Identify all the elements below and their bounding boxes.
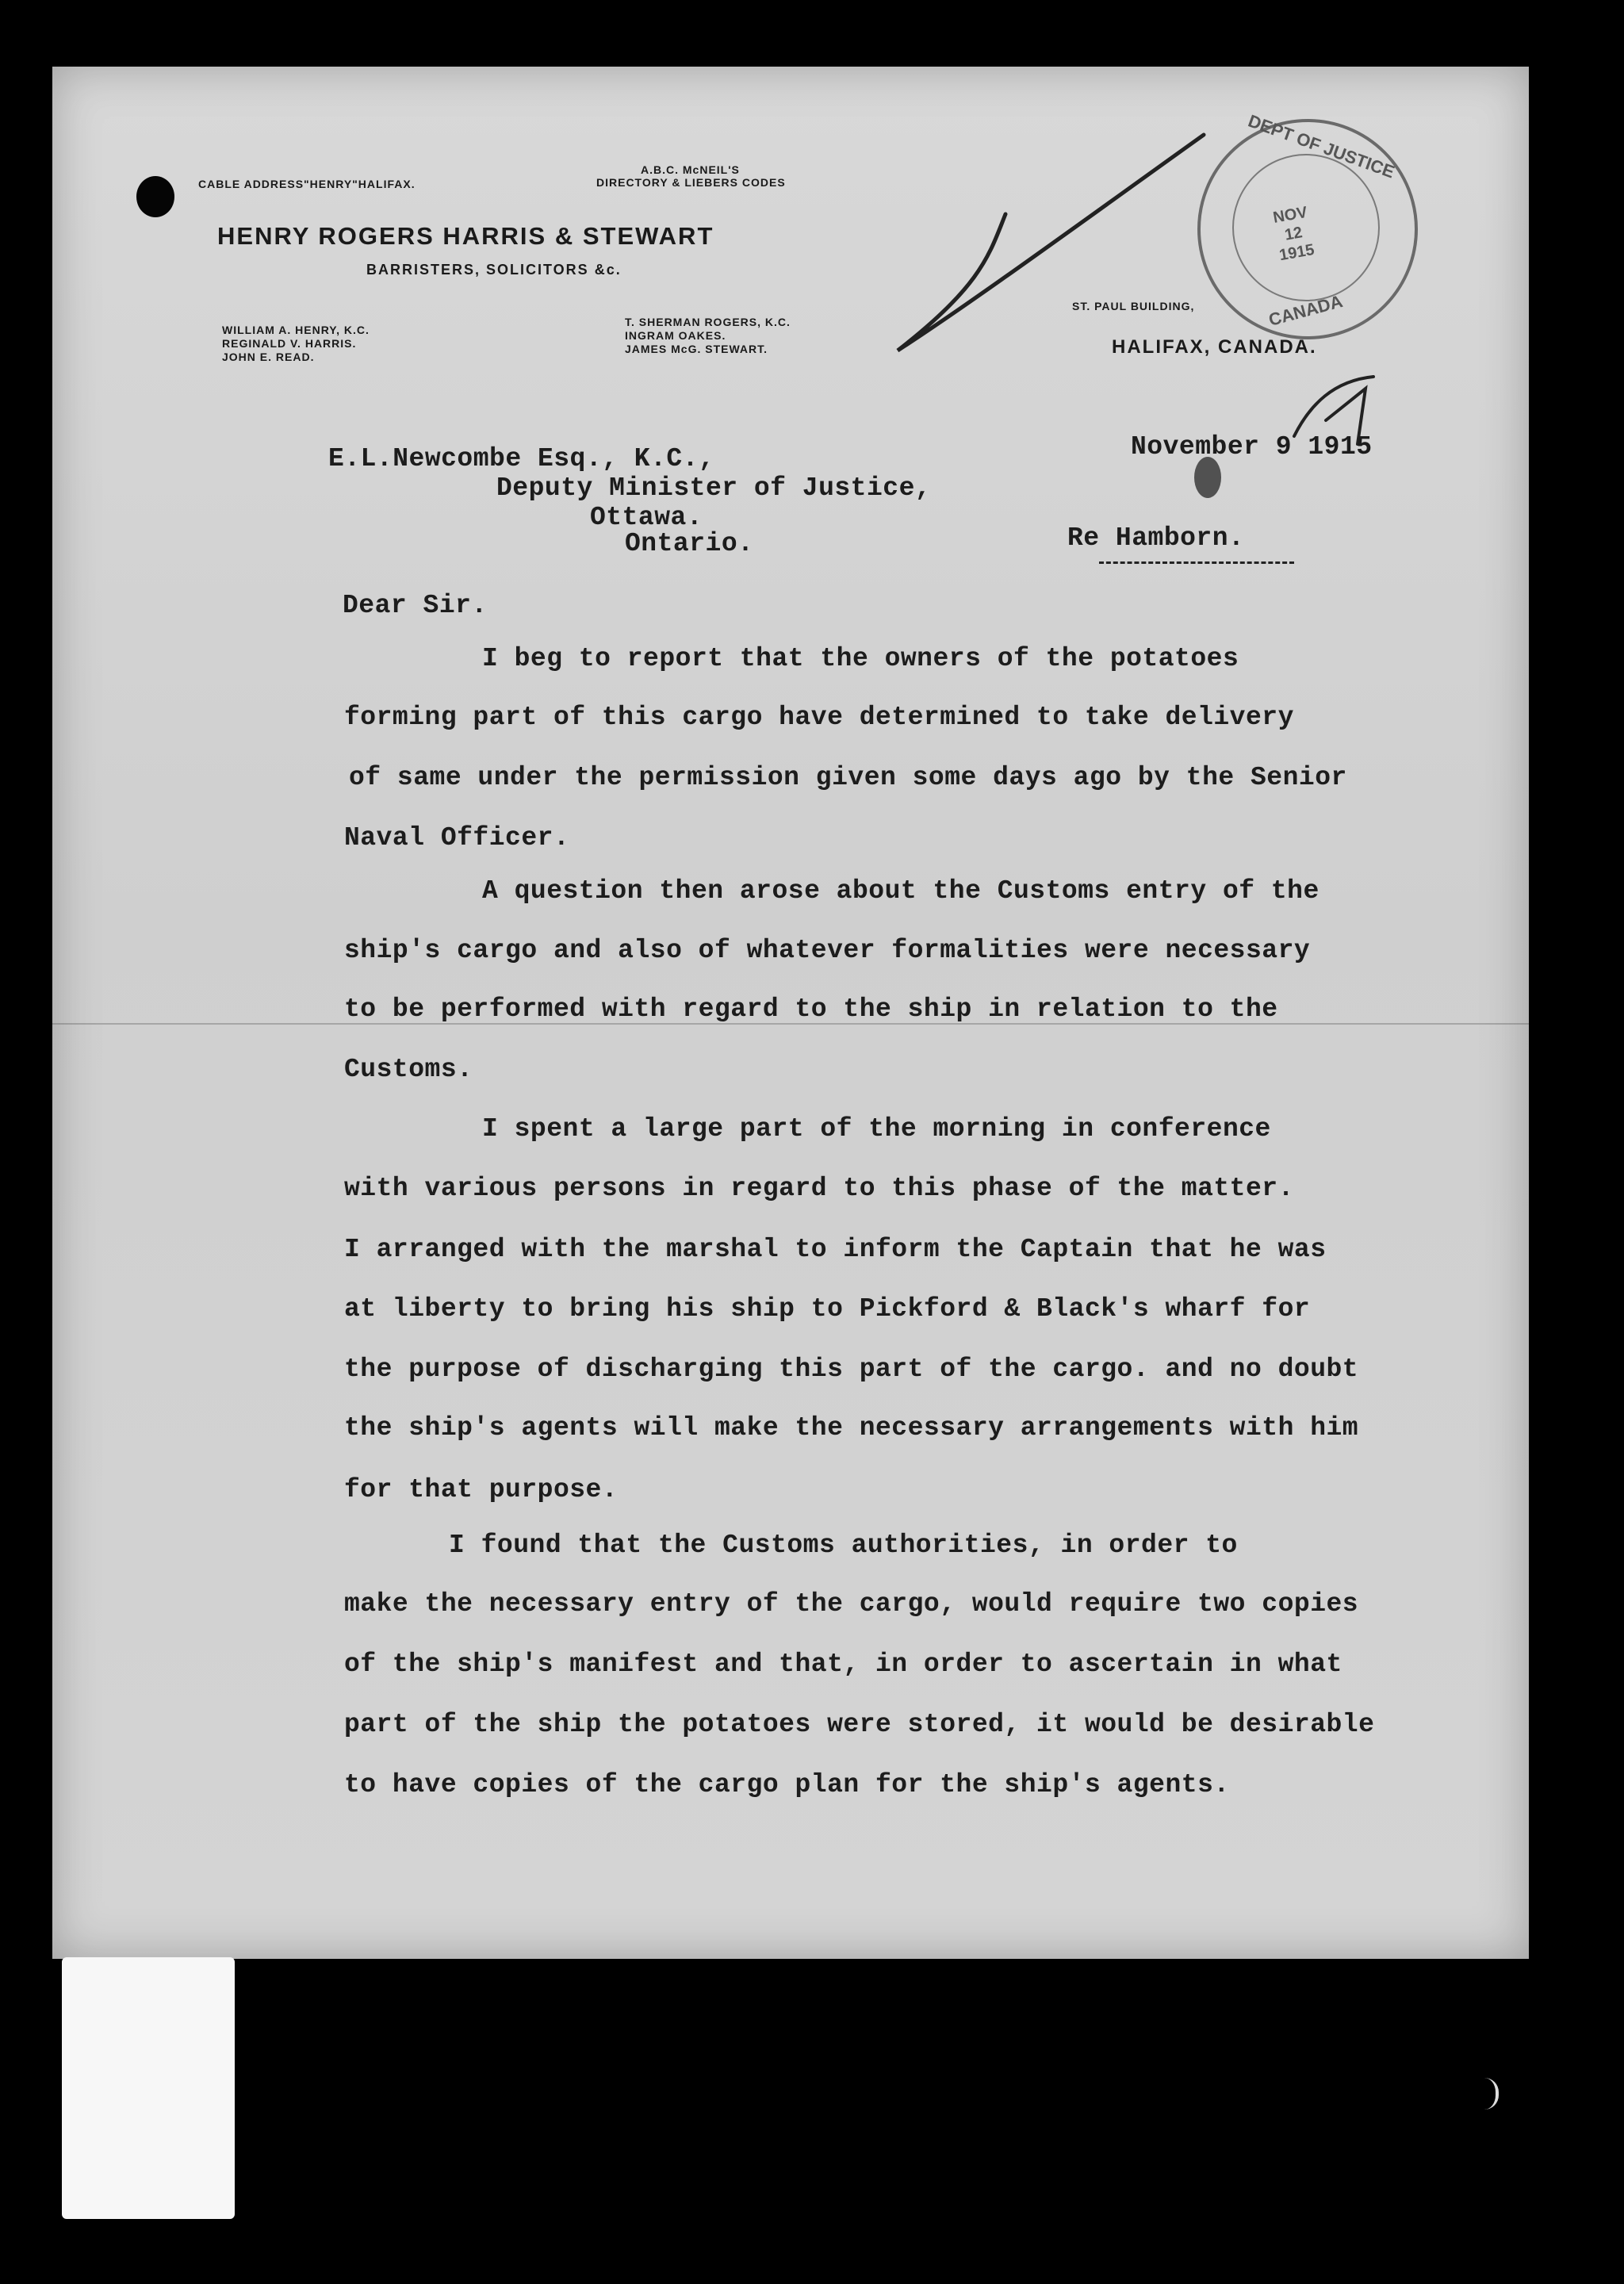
body-line: Naval Officer. — [344, 823, 570, 853]
body-line: the purpose of discharging this part of the cargo. and no doubt — [344, 1355, 1359, 1384]
partner-name: JOHN E. READ. — [222, 351, 315, 363]
firm-subtitle: BARRISTERS, SOLICITORS &c. — [366, 262, 622, 278]
body-line: to be performed with regard to the ship in relation to the — [344, 994, 1278, 1024]
body-line: I spent a large part of the morning in conference — [482, 1114, 1271, 1144]
city: HALIFAX, CANADA. — [1112, 336, 1317, 358]
body-line: the ship's agents will make the necessary arrangements with him — [344, 1413, 1359, 1443]
addressee-line: Ottawa. — [590, 503, 703, 532]
body-line: of same under the permission given some days ago by the Senior — [349, 763, 1347, 792]
partner-name: WILLIAM A. HENRY, K.C. — [222, 324, 370, 336]
stamp-day: 12 — [1283, 224, 1304, 244]
salutation: Dear Sir. — [343, 591, 488, 620]
body-line: forming part of this cargo have determined to take delivery — [344, 703, 1294, 732]
building: ST. PAUL BUILDING, — [1072, 300, 1195, 312]
stamp-top-text: DEPT OF JUSTICE — [1245, 110, 1397, 182]
ink-blot — [1194, 457, 1221, 498]
firm-name: HENRY ROGERS HARRIS & STEWART — [217, 222, 714, 250]
partner-name: REGINALD V. HARRIS. — [222, 337, 357, 350]
stamp-month: NOV — [1271, 203, 1309, 227]
cable-address: CABLE ADDRESS"HENRY"HALIFAX. — [198, 178, 416, 190]
body-line: with various persons in regard to this phase of the matter. — [344, 1174, 1294, 1203]
codes-line-2: DIRECTORY & LIEBERS CODES — [596, 176, 786, 189]
stamp-bottom-text: CANADA — [1266, 291, 1345, 330]
stamp-year: 1915 — [1277, 240, 1316, 265]
body-line: for that purpose. — [344, 1475, 619, 1504]
addressee-line: E.L.Newcombe Esq., K.C., — [328, 444, 715, 473]
partners-middle — [625, 316, 791, 356]
body-line: I found that the Customs authorities, in order to — [449, 1531, 1238, 1560]
body-line: A question then arose about the Customs entry of the — [482, 876, 1320, 906]
body-line: part of the ship the potatoes were stored, it would be desirable — [344, 1710, 1375, 1739]
punch-hole — [136, 176, 174, 217]
microfilm-target-card — [62, 1957, 235, 2219]
addressee-line: Ontario. — [625, 529, 754, 558]
body-line: to have copies of the cargo plan for the ship's agents. — [344, 1770, 1230, 1799]
partners-left — [222, 324, 370, 364]
codes-line-1: A.B.C. McNEIL'S — [641, 163, 740, 176]
body-line: make the necessary entry of the cargo, would require two copies — [344, 1589, 1359, 1619]
body-line: Customs. — [344, 1055, 473, 1084]
received-stamp — [1197, 110, 1418, 339]
check-mark-icon — [887, 119, 1220, 357]
partner-name: JAMES McG. STEWART. — [625, 343, 768, 355]
body-line: I arranged with the marshal to inform the Captain that he was — [344, 1235, 1327, 1264]
partner-name: T. SHERMAN ROGERS, K.C. — [625, 316, 791, 328]
subject-line: Re Hamborn. — [1067, 523, 1245, 553]
subject-underline — [1099, 561, 1294, 564]
addressee-line: Deputy Minister of Justice, — [496, 473, 932, 503]
film-edge-mark — [1484, 2078, 1499, 2110]
partner-name: INGRAM OAKES. — [625, 329, 726, 342]
body-line: of the ship's manifest and that, in order to ascertain in what — [344, 1650, 1342, 1679]
body-line: I beg to report that the owners of the potatoes — [482, 644, 1239, 673]
body-line: at liberty to bring his ship to Pickford & Black's wharf for — [344, 1294, 1311, 1324]
body-line: ship's cargo and also of whatever formalities were necessary — [344, 936, 1311, 965]
letter-date: November 9 1915 — [1131, 432, 1373, 462]
